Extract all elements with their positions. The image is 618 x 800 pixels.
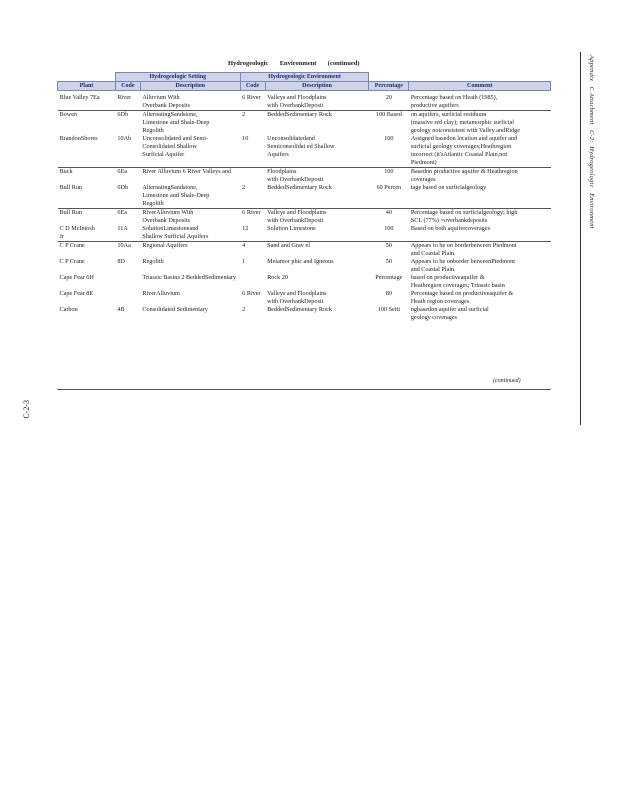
cell-setting-description: River Alluvium 6 River Valleys and — [140, 168, 240, 185]
cell-plant: C P Crane — [59, 258, 85, 265]
cell-environment-description: BeddedSedimentary Rock — [267, 306, 332, 313]
cell-setting-description: Consolidated Sedimentary — [142, 306, 208, 313]
cell-plant: Bull Run — [58, 209, 116, 226]
cell-setting-description: Regolith — [142, 258, 164, 265]
cell-environment-description: Metamor phic and Igneous — [267, 258, 334, 265]
cell-setting-description: Unconsolidated and Semi- Consolidated Shallow Surficial Aquifer — [142, 135, 209, 158]
cell-environment-code: 1 — [242, 258, 246, 265]
cell-environment-code: 2 — [242, 184, 246, 191]
cell-environment-description: Unconsolidatedand Semiconsolidat ed Shallow Aquifers — [267, 135, 335, 158]
cell-environment-code: 2 — [242, 306, 246, 313]
cell-plant: Blue Valley 7Ea — [58, 91, 116, 111]
cell-comment: Percentage based on productiveaquifer & Heath region coverages — [410, 290, 514, 305]
cell-plant: C D McIntosh Jr — [59, 225, 95, 240]
cell-setting-code: 6Ea — [115, 168, 140, 185]
cell-environment-code: 4 — [240, 242, 265, 259]
cell-environment-description: Solution Limestone — [267, 225, 316, 232]
cell-environment-code: 12 — [242, 225, 249, 232]
cell-plant: Carbon — [59, 306, 78, 313]
cell-percentage: 100 Setti — [377, 306, 400, 313]
cell-environment-code: 6 River — [240, 209, 265, 226]
cell-environment-description: Valleys and Floodplains with OverbankDeposit — [265, 91, 369, 111]
cell-setting-code: 6Db — [117, 184, 129, 191]
cell-environment-description: Rock 20 — [267, 274, 288, 281]
cell-comment: Percentage based on surficialgeology; high SCL (77%) =overbankdeposits — [409, 209, 551, 226]
cell-comment: Appears to be onborder betweenPiedmont and Coastal Plain — [410, 258, 515, 273]
table-body — [58, 91, 551, 323]
cell-percentage: 100 — [369, 168, 409, 185]
cell-environment-description: Sand and Grav el — [265, 242, 369, 259]
cell-setting-code: 6Ea — [115, 209, 140, 226]
cell-setting-code — [115, 290, 140, 306]
cell-plant: BrandonShores — [59, 135, 98, 142]
cell-comment: Appears to be on borderbetween Piedmont and Coastal Plain — [409, 242, 551, 259]
cell-environment-code — [240, 274, 265, 290]
col-header-setting-description: Description — [140, 82, 240, 91]
cell-setting-code — [115, 274, 140, 290]
cell-comment: based on productiveaquifer & Heathregion coverages; Triassic basin — [410, 274, 505, 289]
side-rule — [580, 52, 581, 425]
table-row — [58, 168, 551, 185]
cell-percentage: 50 — [369, 242, 409, 259]
cell-comment: Assigned basedon location and aquifer and surficial geology coverages;Heathregion incorrect (it'sAtlantic Coastal Plain,not Piedmont) — [410, 135, 518, 166]
cell-percentage: 60 Percen — [376, 184, 402, 191]
cell-environment-description: Valleys and Floodplains with OverbankDeposit — [267, 290, 327, 305]
cell-setting-code: River — [115, 91, 140, 111]
cell-setting-description: SolutionLimestoneand Shallow Surficial Aquifers — [142, 225, 209, 240]
cell-environment-code: 6 River — [240, 91, 265, 111]
continued-note: (continued) — [493, 378, 521, 384]
cell-plant: Buck — [58, 168, 116, 185]
cell-comment: tage based on surficialgeology — [410, 184, 487, 191]
cell-comment: Based on both aquifercoverages — [410, 225, 491, 232]
table-row — [58, 209, 551, 226]
side-running-title: Appendix C Attachment C-2: Hydrogeologic Environment — [588, 55, 595, 229]
table-row — [58, 290, 551, 306]
table-row — [58, 225, 551, 242]
cell-plant: Cape Fear 8E — [59, 290, 94, 297]
cell-setting-description: Alluvium With Overbank Deposits — [140, 91, 240, 111]
cell-setting-code: 4B — [117, 306, 125, 313]
cell-plant: Cape Fear 6H — [59, 274, 94, 281]
cell-setting-code: 6Db — [115, 111, 140, 136]
cell-setting-code: 11A — [117, 225, 128, 232]
bottom-rule — [57, 389, 551, 390]
cell-environment-code: 10 — [242, 135, 249, 142]
table-row — [58, 274, 551, 290]
cell-comment: Percentage based on Heath (1985), productive aquifers — [409, 91, 551, 111]
cell-environment-description: BeddedSedimentary Rock — [265, 111, 369, 136]
table-row — [58, 242, 551, 259]
table-row — [58, 111, 551, 136]
cell-environment-code: 6 River — [242, 290, 261, 297]
cell-percentage: 20 — [369, 91, 409, 111]
table-row — [58, 258, 551, 274]
col-header-environment-code: Code — [240, 82, 265, 91]
cell-percentage: 100 Based — [369, 111, 409, 136]
cell-setting-description: AlternatingSandstone, Limestone and Shale-Deep Regolith — [142, 184, 210, 207]
cell-setting-code: 8D — [117, 258, 125, 265]
cell-environment-description: Valleys and Floodplains with OverbankDeposit — [265, 209, 369, 226]
cell-environment-code: 2 — [240, 111, 265, 136]
cell-plant: C P Crane — [58, 242, 116, 259]
table-row — [58, 184, 551, 209]
cell-percentage: 40 — [369, 209, 409, 226]
table-row — [58, 135, 551, 168]
cell-plant: Bowen — [58, 111, 116, 136]
cell-percentage: Percentage — [375, 274, 403, 281]
cell-percentage: 50 — [385, 258, 392, 265]
cell-percentage: 100 — [384, 135, 394, 142]
cell-environment-description: Floodplains with OverbankDeposit — [265, 168, 369, 185]
page-title: Hydrogeologic Environment (continued) — [228, 60, 360, 67]
cell-setting-description: AlternatingSandstone, Limestone and Shale-Deep Regolith — [140, 111, 240, 136]
cell-setting-code: 10Ab — [117, 135, 132, 142]
group-header-environment: Hydrogeologic Environment — [240, 73, 369, 82]
cell-comment: on aquifers, surficial residuum (massive red clay); metamorphic surficial geology notconsistent with Valley andRidge — [409, 111, 551, 136]
col-header-plant: Plant — [58, 82, 116, 91]
cell-setting-description: RiverAlluvium — [142, 290, 180, 297]
cell-environment-code — [240, 168, 265, 185]
table-row — [58, 91, 551, 111]
cell-setting-description: RiverAlluvium With Overbank Deposits — [140, 209, 240, 226]
cell-comment: ngbasedon aquifer and surficial geology coverages — [410, 306, 489, 321]
hydrogeologic-table — [57, 72, 551, 322]
col-header-comment: Comment — [409, 82, 551, 91]
group-header-setting: Hydrogeologic Setting — [115, 73, 240, 82]
col-header-environment-description: Description — [265, 82, 369, 91]
col-header-percentage: Percentage — [369, 82, 409, 91]
cell-setting-description: Triassic Basins 2 BeddedSedimentary — [142, 274, 237, 281]
cell-comment: Basedon productive aquifer & Heathregion coverages — [409, 168, 551, 185]
cell-setting-code: 10Aa — [115, 242, 140, 259]
col-header-setting-code: Code — [115, 82, 140, 91]
cell-percentage: 100 — [384, 225, 394, 232]
cell-setting-description: Regional Aquifers — [140, 242, 240, 259]
page-number: C-2-3 — [22, 400, 31, 419]
cell-environment-description: BeddedSedimentary Rock — [267, 184, 332, 191]
cell-percentage: 80 — [385, 290, 392, 297]
cell-plant: Bull Run — [59, 184, 83, 191]
table-row — [58, 306, 551, 322]
